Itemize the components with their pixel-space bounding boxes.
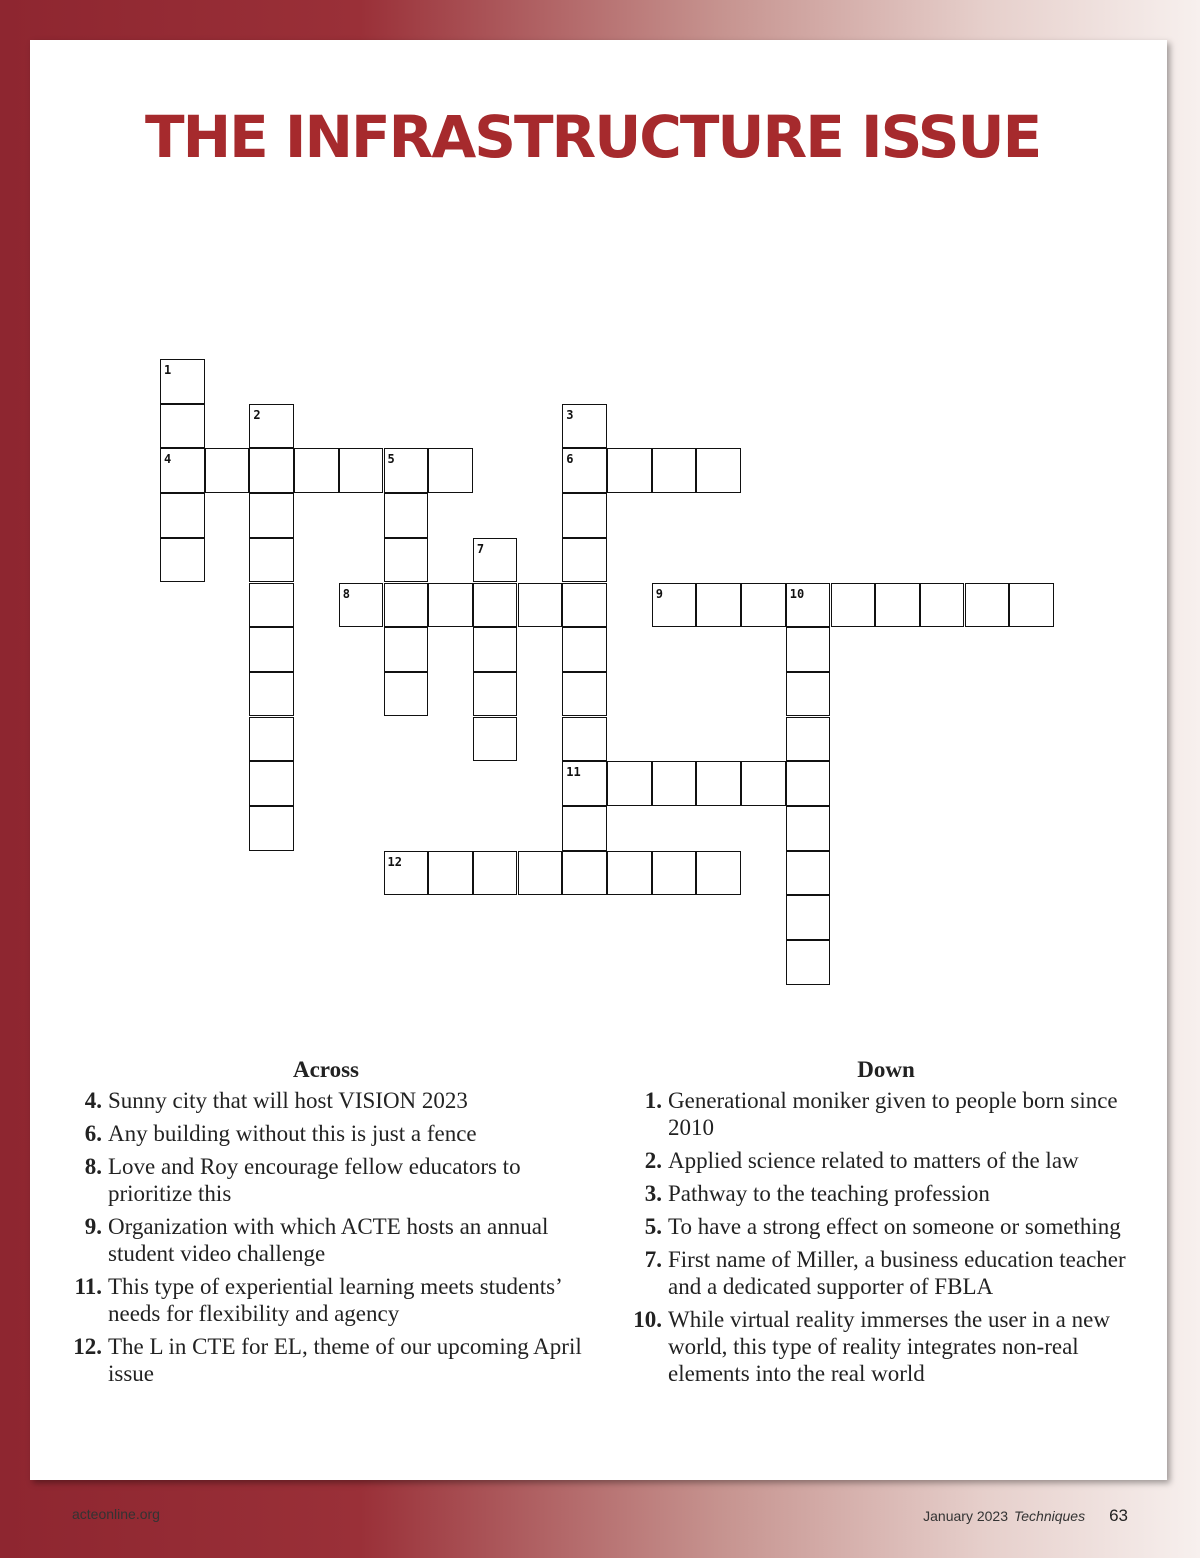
crossword-cell[interactable] xyxy=(1009,583,1054,628)
clue-text: Pathway to the teaching profession xyxy=(668,1181,990,1206)
clue-number: 7. xyxy=(644,1247,662,1272)
clue-number: 5. xyxy=(644,1214,662,1239)
clue-number: 12. xyxy=(73,1334,102,1359)
clue-item xyxy=(66,1153,586,1207)
crossword-cell[interactable] xyxy=(562,583,607,628)
crossword-cell[interactable] xyxy=(562,672,607,717)
crossword-cell[interactable] xyxy=(249,717,294,762)
crossword-cell[interactable] xyxy=(786,806,831,851)
crossword-cell[interactable] xyxy=(786,851,831,896)
crossword-cell[interactable] xyxy=(160,404,205,449)
clue-item xyxy=(626,1087,1146,1141)
clue-number: 10. xyxy=(633,1307,662,1332)
crossword-cell[interactable] xyxy=(607,761,652,806)
crossword-cell[interactable] xyxy=(384,627,429,672)
clue-number: 2. xyxy=(644,1148,662,1173)
crossword-cell[interactable] xyxy=(473,583,518,628)
footer-issue xyxy=(923,1506,1128,1526)
down-clue-list xyxy=(626,1087,1146,1387)
crossword-cell[interactable] xyxy=(473,538,518,583)
crossword-cell[interactable] xyxy=(741,583,786,628)
clue-text: Organization with which ACTE hosts an annual student video challenge xyxy=(108,1214,549,1266)
crossword-cell[interactable] xyxy=(696,583,741,628)
cell-number: 1 xyxy=(164,363,172,377)
crossword-cell[interactable] xyxy=(562,404,607,449)
cell-number: 6 xyxy=(566,452,574,467)
crossword-cell[interactable] xyxy=(384,448,429,493)
clue-item xyxy=(626,1180,1146,1207)
crossword-cell[interactable] xyxy=(965,583,1010,628)
crossword-cell[interactable] xyxy=(562,761,607,806)
crossword-cell[interactable] xyxy=(518,583,563,628)
crossword-cell[interactable] xyxy=(160,538,205,583)
crossword-cell[interactable] xyxy=(786,895,831,940)
crossword-cell[interactable] xyxy=(562,717,607,762)
crossword-cell[interactable] xyxy=(562,538,607,583)
clue-item xyxy=(66,1120,586,1147)
across-heading: Across xyxy=(292,1057,359,1082)
crossword-cell[interactable] xyxy=(249,583,294,628)
clue-text: Applied science related to matters of the law xyxy=(668,1148,1079,1173)
crossword-cell[interactable] xyxy=(607,851,652,896)
crossword-cell[interactable] xyxy=(875,583,920,628)
crossword-cell[interactable] xyxy=(831,583,876,628)
crossword-cell[interactable] xyxy=(249,538,294,583)
crossword-cell[interactable] xyxy=(473,717,518,762)
crossword-cell[interactable] xyxy=(428,448,473,493)
footer-magazine: Techniques xyxy=(1013,1508,1086,1524)
crossword-cell[interactable] xyxy=(428,583,473,628)
crossword-cell[interactable] xyxy=(473,627,518,672)
footer-site: acteonline.org xyxy=(72,1506,160,1522)
clue-number: 4. xyxy=(84,1088,102,1113)
crossword-cell[interactable] xyxy=(339,583,384,628)
clue-item xyxy=(626,1306,1146,1387)
cell-number: 11 xyxy=(566,765,581,780)
crossword-cell[interactable] xyxy=(384,672,429,717)
cell-number: 12 xyxy=(387,854,402,869)
page-number: 63 xyxy=(1109,1506,1128,1525)
crossword-cell[interactable] xyxy=(249,672,294,717)
crossword-cell[interactable] xyxy=(920,583,965,628)
clue-text: Love and Roy encourage fellow educators to prioritize this xyxy=(108,1154,521,1206)
cell-number: 9 xyxy=(655,586,663,601)
crossword-cell[interactable] xyxy=(652,583,697,628)
crossword-cell[interactable] xyxy=(562,627,607,672)
clue-text: This type of experiential learning meets students’ needs for flexibility and agency xyxy=(108,1274,562,1326)
clue-item xyxy=(626,1246,1146,1300)
page-title: THE INFRASTRUCTURE ISSUE xyxy=(145,103,1041,171)
crossword-cell[interactable] xyxy=(205,448,250,493)
crossword-cell[interactable] xyxy=(294,448,339,493)
crossword-cell[interactable] xyxy=(249,806,294,851)
crossword-cell[interactable] xyxy=(696,761,741,806)
clue-number: 11. xyxy=(74,1274,102,1299)
crossword-cell[interactable] xyxy=(428,851,473,896)
crossword-cell[interactable] xyxy=(160,448,205,493)
cell-number: 7 xyxy=(476,541,485,556)
crossword-cell[interactable] xyxy=(160,359,205,404)
clue-number: 3. xyxy=(644,1181,662,1206)
crossword-cell[interactable] xyxy=(384,493,429,538)
crossword-cell[interactable] xyxy=(473,672,518,717)
clue-item xyxy=(626,1213,1146,1240)
crossword-cell[interactable] xyxy=(562,493,607,538)
clue-item xyxy=(66,1213,586,1267)
crossword-cell[interactable] xyxy=(249,404,294,449)
cell-number: 8 xyxy=(342,586,351,601)
crossword-cell[interactable] xyxy=(652,448,697,493)
cell-number: 2 xyxy=(253,407,261,422)
cell-number: 10 xyxy=(789,586,805,601)
clue-text: Generational moniker given to people born since 2010 xyxy=(668,1088,1118,1140)
cell-number: 4 xyxy=(164,452,172,467)
down-clues xyxy=(626,1056,1146,1393)
crossword-cell[interactable] xyxy=(562,806,607,851)
clue-text: The L in CTE for EL, theme of our upcoming April issue xyxy=(108,1334,582,1386)
clue-number: 8. xyxy=(84,1154,102,1179)
clue-text: First name of Miller, a business education teacher and a dedicated supporter of FBLA xyxy=(668,1247,1126,1299)
crossword-cell[interactable] xyxy=(652,851,697,896)
clue-item xyxy=(66,1333,586,1387)
crossword-cell[interactable] xyxy=(786,761,831,806)
crossword-cell[interactable] xyxy=(741,761,786,806)
crossword-cell[interactable] xyxy=(607,448,652,493)
crossword-cell[interactable] xyxy=(249,493,294,538)
clue-number: 1. xyxy=(644,1088,662,1113)
crossword-cell[interactable] xyxy=(518,851,563,896)
crossword-cell[interactable] xyxy=(384,851,429,896)
crossword-cell[interactable] xyxy=(696,851,741,896)
crossword-cell[interactable] xyxy=(249,448,294,493)
crossword-cell[interactable] xyxy=(786,672,831,717)
crossword-cell[interactable] xyxy=(786,627,831,672)
crossword-cell[interactable] xyxy=(473,851,518,896)
crossword-cell[interactable] xyxy=(249,761,294,806)
crossword-cell[interactable] xyxy=(786,940,831,985)
cell-number: 5 xyxy=(387,452,395,467)
clue-number: 6. xyxy=(84,1121,102,1146)
crossword-cell[interactable] xyxy=(384,538,429,583)
clue-number: 9. xyxy=(84,1214,102,1239)
clue-text: While virtual reality immerses the user in a new world, this type of reality integrates non-real elements into the real world xyxy=(668,1307,1110,1386)
crossword-cell[interactable] xyxy=(562,851,607,896)
clue-text: Any building without this is just a fence xyxy=(108,1121,477,1146)
across-clue-list xyxy=(66,1087,586,1387)
clue-text: Sunny city that will host VISION 2023 xyxy=(108,1088,468,1113)
crossword-cell[interactable] xyxy=(249,627,294,672)
clue-item xyxy=(626,1147,1146,1174)
across-clues xyxy=(66,1056,586,1393)
cell-number: 3 xyxy=(566,407,574,422)
crossword-cell[interactable] xyxy=(339,448,384,493)
crossword-cell[interactable] xyxy=(562,448,607,493)
clue-text: To have a strong effect on someone or something xyxy=(668,1214,1121,1239)
crossword-cell[interactable] xyxy=(786,717,831,762)
crossword-cell[interactable] xyxy=(384,583,429,628)
clue-item xyxy=(66,1273,586,1327)
footer-date: January 2023 xyxy=(923,1508,1008,1524)
crossword-cell[interactable] xyxy=(786,583,831,628)
crossword-cell[interactable] xyxy=(652,761,697,806)
down-heading: Down xyxy=(857,1057,915,1082)
crossword-cell[interactable] xyxy=(160,493,205,538)
clue-item xyxy=(66,1087,586,1114)
crossword-cell[interactable] xyxy=(696,448,741,493)
